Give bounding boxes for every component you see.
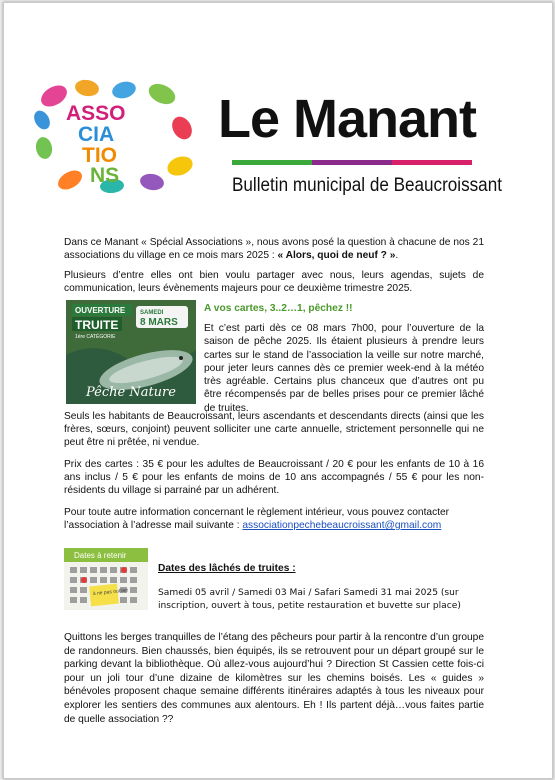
trout-opening-poster: [66, 300, 196, 404]
contact-text: Pour toute autre information concernant le règlement intérieur, vous pouvez contacter l’association à l’adresse mail suivante :: [64, 507, 450, 531]
svg-text:SAMEDI: SAMEDI: [140, 310, 164, 316]
logo-line-3: TIO: [82, 144, 117, 167]
fishing-opening-text: Et c’est parti dès ce 08 mars 7h00, pour l’ouverture de la saison de pêche 2025. Ils étaient plusieurs à prendre leurs cartes sur le stand de l’association la veille sur notre marché, pour jeter leurs cannes dès ce premier week-end à la météo très agréable. Certains plus chanceux que d’autres ont pu être récompensés par de belles prises pour ce premier lâché de truites.: [204, 323, 484, 414]
color-bar-green: [232, 160, 312, 165]
residents-paragraph: Seuls les habitants de Beaucroissant, leurs ascendants et descendants directs (ainsi que les frères, sœurs, conjoint) peuvent solliciter une carte annuelle, strictement personnelle qui ne peut être ni prêtée, ni vendue.: [64, 411, 484, 448]
prices-paragraph: Prix des cartes : 35 € pour les adultes de Beaucroissant / 20 € pour les enfants de 10 à 16 ans inclus / 5 € pour les enfants de moins de 10 ans accompagnés / 55 € pour les non-résidents du village si parrainé par un adhérent.: [64, 459, 484, 496]
svg-text:8 MARS: 8 MARS: [140, 317, 178, 328]
intro-paragraph: [64, 236, 484, 262]
title-color-bars: [232, 160, 472, 165]
svg-text:OUVERTURE: OUVERTURE: [75, 306, 126, 315]
hikers-paragraph: Quittons les berges tranquilles de l’étang des pêcheurs pour partir à la rencontre d’un groupe de randonneurs. Bien chaussés, bien équipés, ils se retrouvent pour un départ groupé sur le parking devant la bibliothèque. Où allez-vous aujourd’hui ? Direction St Cassien cette fois-ci pour un joli tour d’une dizaine de kilomètres sur les chemins boisés. Les « guides » bénévoles proposent chaque semaine différents itinéraires adaptés à tous les niveaux pour explorer les sentiers des communes aux alentours. Eh ! Ils partent déjà…vous faites partie de quelle association ??: [64, 632, 484, 725]
fishing-heading: A vos cartes, 3..2…1, pêchez !!: [204, 303, 353, 314]
dates-to-remember-image: [64, 548, 148, 610]
color-bar-pink: [392, 160, 472, 165]
intro-text: Dans ce Manant « Spécial Associations », nous avons posé la question à chacune de nos 21 associations du village en ce mois mars 2025 :: [64, 237, 484, 261]
contact-paragraph: [64, 506, 484, 532]
svg-text:TRUITE: TRUITE: [75, 318, 119, 332]
svg-text:Pêche Nature: Pêche Nature: [86, 385, 176, 400]
logo-line-1: ASSO: [66, 102, 126, 125]
newsletter-title: Le Manant: [218, 89, 477, 149]
association-email-link[interactable]: associationpechebeaucroissant@gmail.com: [242, 520, 442, 531]
associations-logo: [32, 78, 197, 193]
hands-logo-graphic: [32, 78, 197, 193]
svg-text:Dates à retenir: Dates à retenir: [74, 551, 127, 560]
logo-line-2: CIA: [78, 123, 115, 146]
svg-text:1ère CATÉGORIE: 1ère CATÉGORIE: [75, 334, 116, 340]
newsletter-subtitle: Bulletin municipal de Beaucroissant: [232, 175, 502, 196]
trout-release-dates-heading: Dates des lâchés de truites :: [158, 563, 296, 574]
logo-line-4: NS: [90, 164, 120, 187]
svg-text:à ne pas oublier: à ne pas oublier: [92, 587, 129, 598]
trout-release-dates-text: Samedi 05 avril / Samedi 03 Mai / Safari Samedi 31 mai 2025 (sur inscription, ouvert à tous, petite restauration et buvette sur place): [158, 588, 461, 611]
intro-paragraph-2: Plusieurs d’entre elles ont bien voulu partager avec nous, leurs agendas, sujets de communication, leurs évènements majeurs pour ce deuxième trimestre 2025.: [64, 270, 484, 294]
color-bar-purple: [312, 160, 392, 165]
intro-end: .: [395, 250, 399, 261]
intro-question: « Alors, quoi de neuf ? »: [277, 250, 396, 261]
